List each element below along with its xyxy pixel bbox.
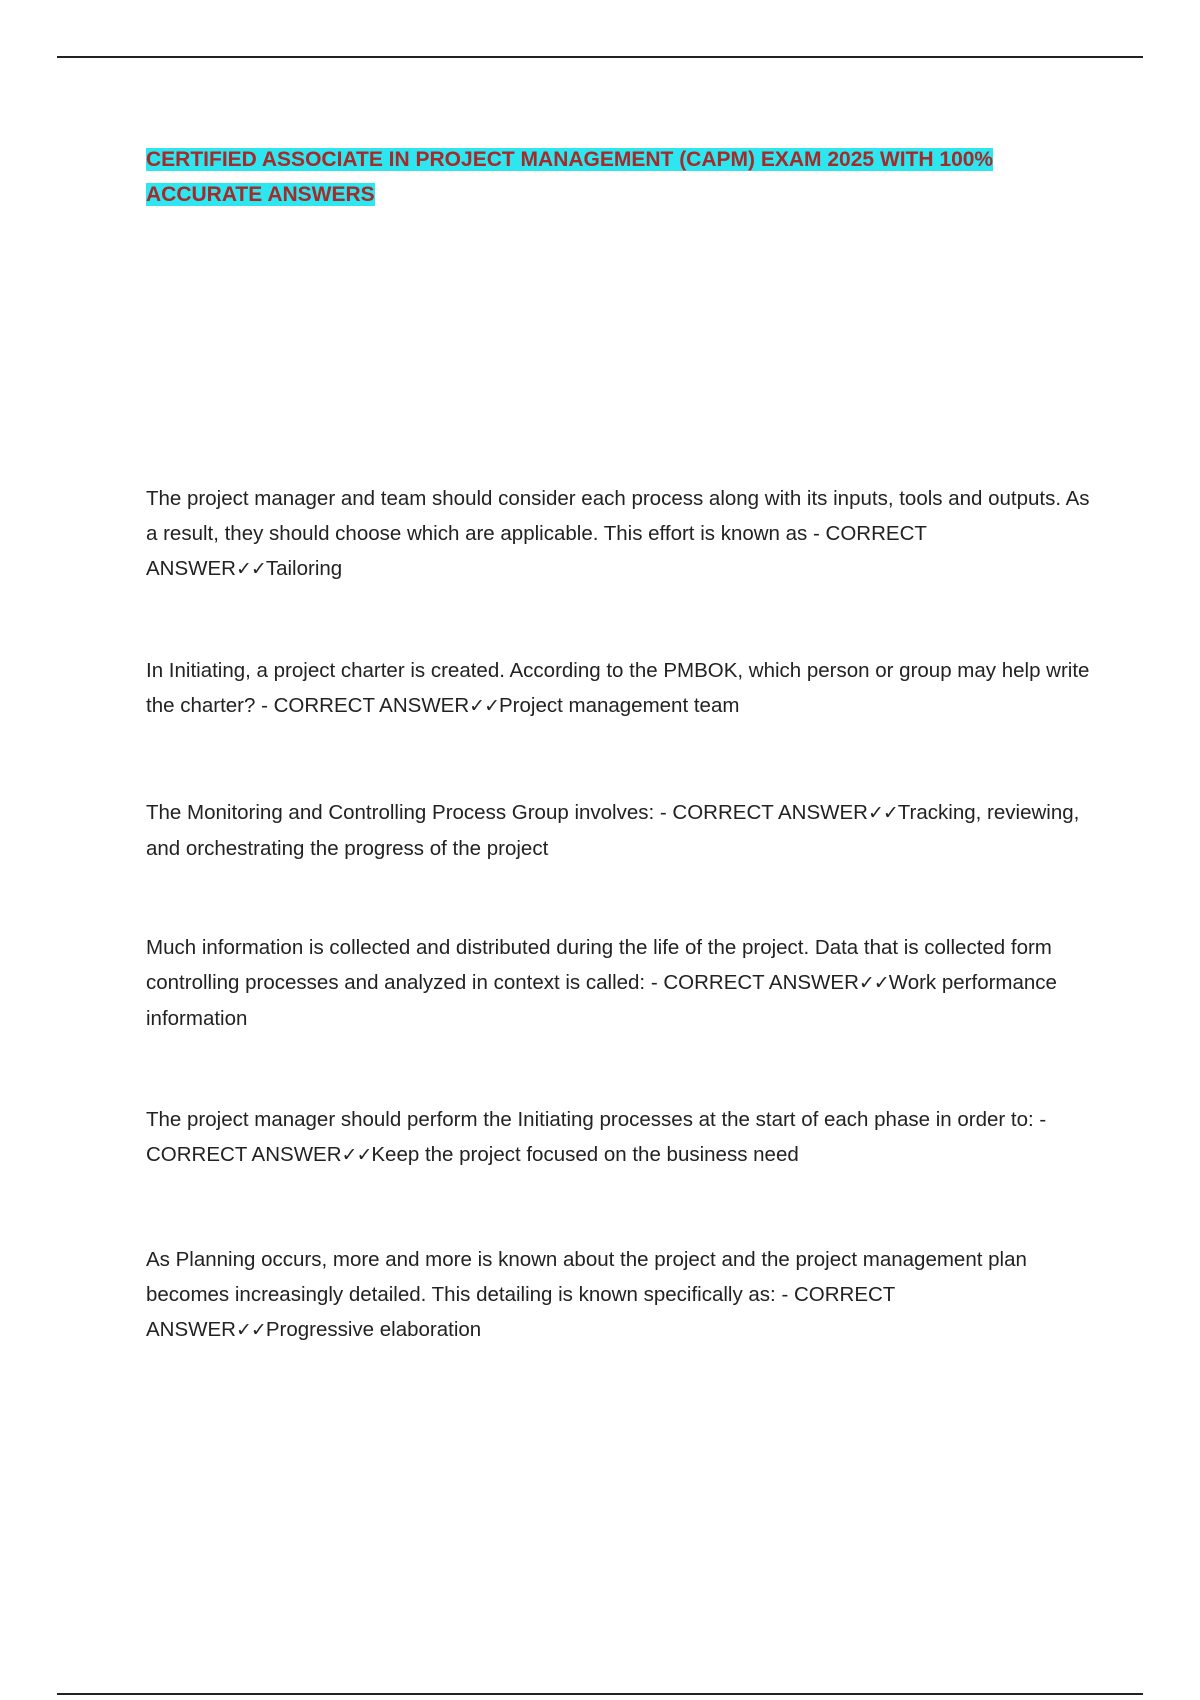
qa-item-4 — [146, 930, 1096, 1036]
check-icon: ✓✓ — [469, 695, 499, 717]
qa-item-1 — [146, 481, 1096, 587]
check-icon: ✓✓ — [341, 1144, 372, 1166]
top-divider — [57, 56, 1143, 58]
answer-text: Progressive elaboration — [265, 1318, 482, 1341]
answer-text: Tailoring — [265, 557, 343, 580]
answer-text: Work performance information — [146, 971, 1057, 1030]
question-text: Much information is collected and distributed during the life of the project. Data that is collected form controlling processes and analyzed in context is called: - — [146, 936, 1052, 994]
document-title: CERTIFIED ASSOCIATE IN PROJECT MANAGEMENT (CAPM) EXAM 2025 WITH 100% ACCURATE ANSWERS — [146, 148, 994, 206]
question-text: The project manager and team should consider each process along with its inputs, tools and outputs. As a result, they should choose which are applicable. This effort is known as - — [146, 487, 1090, 545]
answer-label: CORRECT ANSWER — [273, 694, 470, 717]
answer-label: CORRECT ANSWER — [146, 522, 927, 580]
answer-text: Project management team — [499, 694, 740, 717]
qa-item-2 — [146, 653, 1096, 724]
bottom-divider — [57, 1693, 1143, 1695]
answer-text: Keep the project focused on the business need — [371, 1143, 799, 1166]
check-icon: ✓✓ — [235, 1319, 266, 1341]
qa-item-3 — [146, 795, 1096, 866]
question-text: As Planning occurs, more and more is known about the project and the project management plan becomes increasingly detailed. This detailing is known specifically as: - — [146, 1248, 1027, 1306]
check-icon: ✓✓ — [235, 558, 266, 580]
answer-label: CORRECT ANSWER — [146, 1283, 895, 1341]
question-text: The Monitoring and Controlling Process Group involves: - — [146, 801, 673, 824]
answer-text: Tracking, reviewing, and orchestrating the progress of the project — [146, 801, 1080, 860]
question-text: In Initiating, a project charter is created. According to the PMBOK, which person or group may help write the charter? - — [146, 659, 1090, 717]
answer-label: CORRECT ANSWER — [146, 1143, 342, 1166]
question-text: The project manager should perform the Initiating processes at the start of each phase in order to: - — [146, 1108, 1047, 1131]
check-icon: ✓✓ — [858, 972, 889, 994]
answer-label: CORRECT ANSWER — [663, 971, 859, 994]
answer-label: CORRECT ANSWER — [672, 801, 868, 824]
check-icon: ✓✓ — [867, 802, 898, 824]
qa-item-6 — [146, 1242, 1096, 1348]
qa-item-5 — [146, 1102, 1096, 1173]
